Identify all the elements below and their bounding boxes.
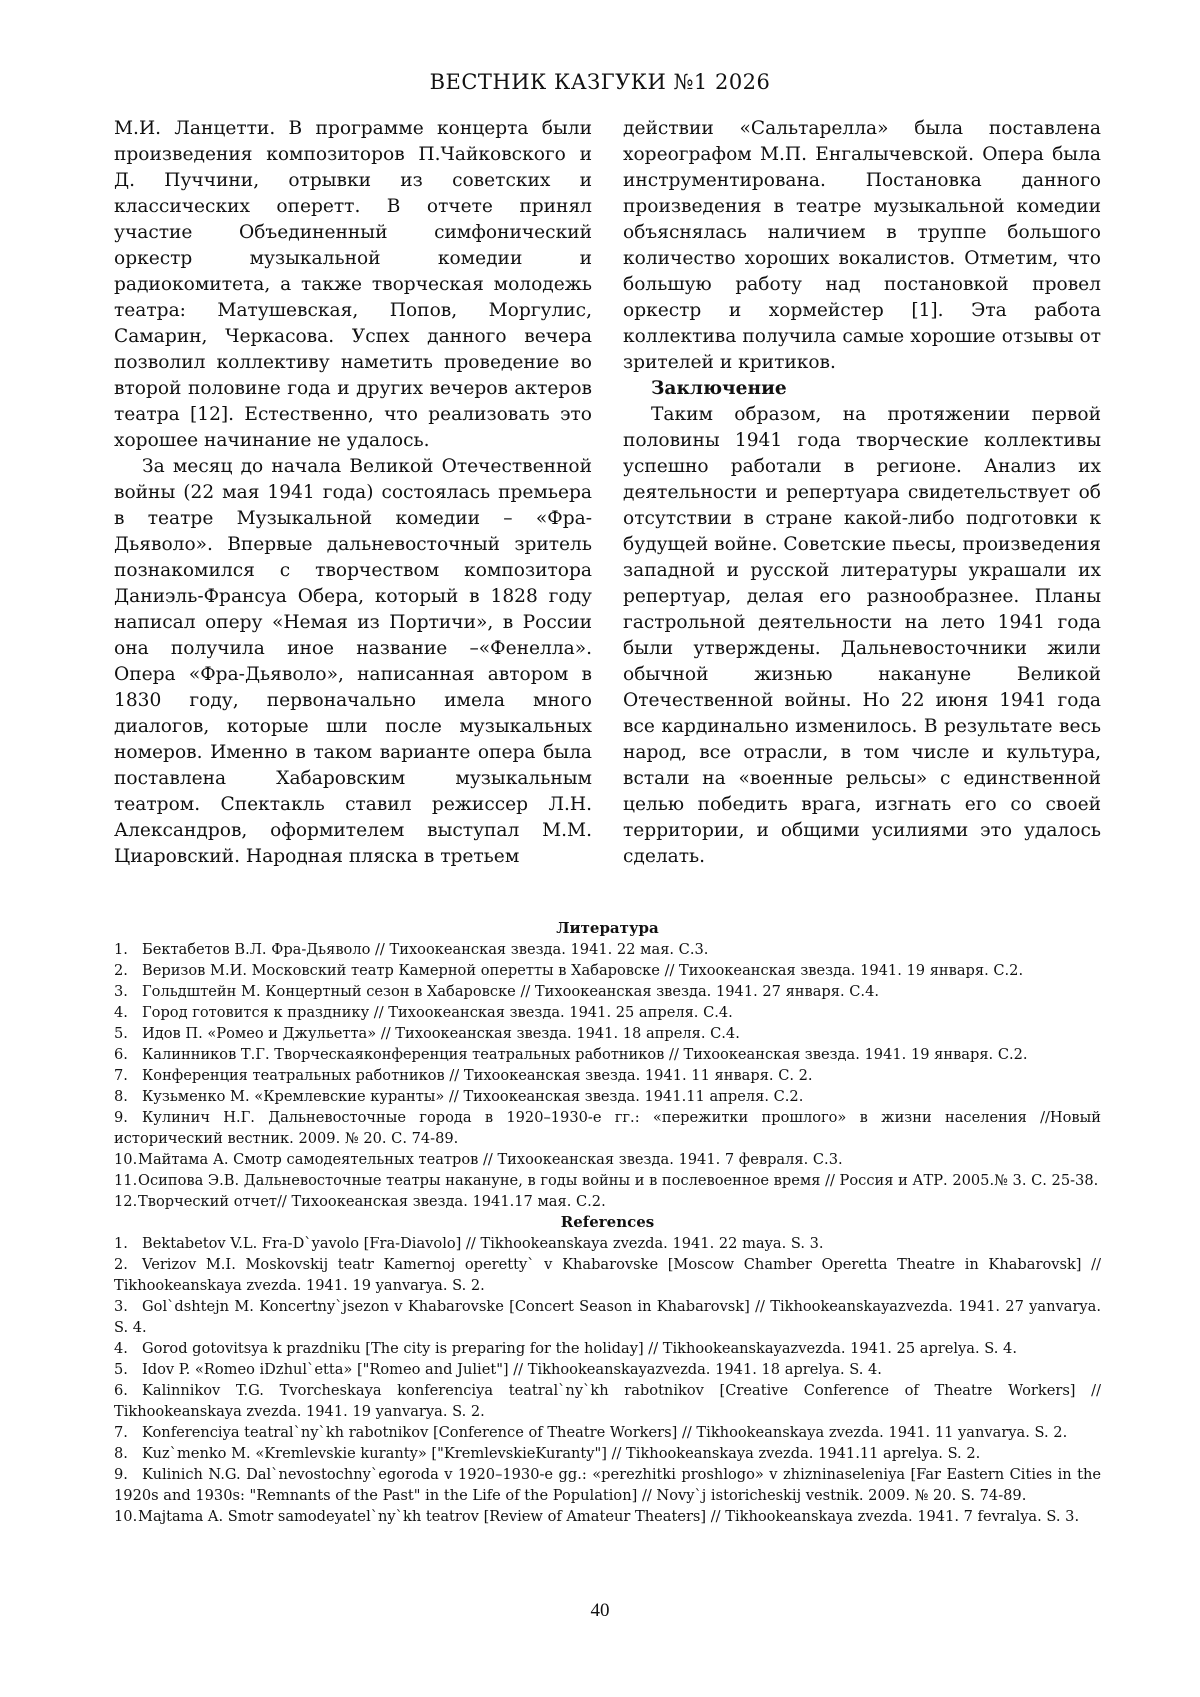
reference-text: Verizov M.I. Moskovskij teatr Kamernoj operetty` v Khabarovske [Moscow Chamber Operetta Theatre in Khabarovsk] // Tikhookeanskaya zvezda. 1941. 19 yanvarya. S. 2. (114, 1256, 1101, 1294)
references-list (114, 1233, 1101, 1527)
reference-text: Кулинич Н.Г. Дальневосточные города в 1920–1930-е гг.: «пережитки прошлого» в жизни населения //Новый исторический вестник. 2009. № 20. С. 74-89. (114, 1109, 1101, 1147)
bibliography (114, 918, 1101, 1527)
reference-item (114, 1254, 1101, 1296)
right-column (623, 116, 1101, 906)
reference-item (114, 1443, 1101, 1464)
reference-number: 6. (114, 1046, 128, 1063)
body-columns (114, 116, 1101, 906)
section-heading: Заключение (651, 378, 787, 399)
reference-text: Gorod gotovitsya k prazdniku [The city is preparing for the holiday] // Tikhookeanskayazvezda. 1941. 25 aprelya. S. 4. (142, 1340, 1017, 1357)
reference-item (114, 1065, 1101, 1086)
reference-text: Калинников Т.Г. Творческаяконференция театральных работников // Тихоокеанская звезда. 1941. 19 января. С.2. (142, 1046, 1028, 1063)
reference-item (114, 1191, 1101, 1212)
reference-text: Веризов М.И. Московский театр Камерной оперетты в Хабаровске // Тихоокеанская звезда. 1941. 19 января. С.2. (142, 962, 1024, 979)
literature-list (114, 939, 1101, 1212)
paragraph: М.И. Ланцетти. В программе концерта были произведения композиторов П.Чайковского и Д. Пуччини, отрывки из советских и классических оперетт. В отчете принял участие Объединенный симфонический оркестр музыкальной комедии и радиокомитета, а также творческая молодежь театра: Матушевская, Попов, Моргулис, Самарин, Черкасова. Успех данного вечера позволил коллективу наметить проведение во второй половине года и других вечеров актеров театра [12]. Естественно, что реализовать это хорошее начинание не удалось. (114, 118, 592, 451)
reference-item (114, 1023, 1101, 1044)
reference-item (114, 1233, 1101, 1254)
reference-item (114, 1107, 1101, 1149)
paragraph: действии «Сальтарелла» была поставлена хореографом М.П. Енгалычевской. Опера была инструментирована. Постановка данного произведения в театре музыкальной комедии объяснялась наличием в труппе большого количество хороших вокалистов. Отметим, что большую работу над постановкой провел оркестр и хормейстер [1]. Эта работа коллектива получила самые хорошие отзывы от зрителей и критиков. (623, 118, 1101, 373)
reference-item (114, 1422, 1101, 1443)
reference-item (114, 1086, 1101, 1107)
reference-text: Idov P. «Romeo iDzhul`etta» ["Romeo and Juliet"] // Tikhookeanskayazvezda. 1941. 18 aprelya. S. 4. (142, 1361, 882, 1378)
reference-item (114, 1002, 1101, 1023)
reference-number: 12. (114, 1193, 138, 1210)
reference-item (114, 960, 1101, 981)
reference-number: 2. (114, 962, 128, 979)
reference-number: 7. (114, 1067, 128, 1084)
reference-number: 4. (114, 1340, 128, 1357)
reference-number: 5. (114, 1361, 128, 1378)
reference-number: 1. (114, 1235, 128, 1252)
reference-number: 11. (114, 1172, 138, 1189)
reference-number: 10. (114, 1508, 138, 1525)
reference-text: Gol`dshtejn M. Koncertny`jsezon v Khabarovske [Concert Season in Khabarovsk] // Tikhookeanskayazvezda. 1941. 27 yanvarya. S. 4. (114, 1298, 1101, 1336)
reference-item (114, 1359, 1101, 1380)
reference-number: 4. (114, 1004, 128, 1021)
reference-text: Конференция театральных работников // Тихоокеанская звезда. 1941. 11 января. С. 2. (142, 1067, 813, 1084)
paragraph: За месяц до начала Великой Отечественной войны (22 мая 1941 года) состоялась премьера в театре Музыкальной комедии – «Фра-Дьяволо». Впервые дальневосточный зритель познакомился с творчеством композитора Даниэль-Франсуа Обера, который в 1828 году написал оперу «Немая из Портичи», в России она получила иное название –«Фенелла». Опера «Фра-Дьяволо», написанная автором в 1830 году, первоначально имела много диалогов, которые шли после музыкальных номеров. Именно в таком варианте опера была поставлена Хабаровским музыкальным театром. Спектакль ставил режиссер Л.Н. Александров, оформителем выступал М.М. Циаровский. Народная пляска в третьем (114, 456, 592, 867)
reference-number: 7. (114, 1424, 128, 1441)
reference-text: Majtama A. Smotr samodeyatel`ny`kh teatrov [Review of Amateur Theaters] // Tikhookeanskaya zvezda. 1941. 7 fevralya. S. 3. (138, 1508, 1080, 1525)
reference-text: Майтама А. Смотр самодеятельных театров // Тихоокеанская звезда. 1941. 7 февраля. С.3. (138, 1151, 843, 1168)
reference-text: Konferenciya teatral`ny`kh rabotnikov [Conference of Theatre Workers] // Tikhookeanskaya zvezda. 1941. 11 yanvarya. S. 2. (142, 1424, 1068, 1441)
reference-number: 6. (114, 1382, 128, 1399)
reference-number: 8. (114, 1088, 128, 1105)
reference-text: Гольдштейн М. Концертный сезон в Хабаровске // Тихоокеанская звезда. 1941. 27 января. С.4. (142, 983, 879, 1000)
reference-text: Bektabetov V.L. Fra-D`yavolo [Fra-Diavolo] // Tikhookeanskaya zvezda. 1941. 22 maya. S. 3. (142, 1235, 824, 1252)
reference-item (114, 1170, 1101, 1191)
reference-text: Город готовится к празднику // Тихоокеанская звезда. 1941. 25 апреля. С.4. (142, 1004, 733, 1021)
reference-number: 3. (114, 983, 128, 1000)
reference-text: Осипова Э.В. Дальневосточные театры накануне, в годы войны и в послевоенное время // Россия и АТР. 2005.№ 3. С. 25-38. (138, 1172, 1099, 1189)
reference-number: 1. (114, 941, 128, 958)
reference-text: Кузьменко М. «Кремлевские куранты» // Тихоокеанская звезда. 1941.11 апреля. С.2. (142, 1088, 804, 1105)
left-column (114, 116, 592, 906)
literature-title: Литература (556, 919, 659, 937)
reference-text: Бектабетов В.Л. Фра-Дьяволо // Тихоокеанская звезда. 1941. 22 мая. С.3. (142, 941, 709, 958)
reference-item (114, 1506, 1101, 1527)
paragraph: Таким образом, на протяжении первой половины 1941 года творческие коллективы успешно работали в регионе. Анализ их деятельности и репертуара свидетельствует об отсутствии в стране какой-либо подготовки к будущей войне. Советские пьесы, произведения западной и русской литературы украшали их репертуар, делая его разнообразнее. Планы гастрольной деятельности на лето 1941 года были утверждены. Дальневосточники жили обычной жизнью накануне Великой Отечественной войны. Но 22 июня 1941 года все кардинально изменилось. В результате весь народ, все отрасли, в том числе и культура, встали на «военные рельсы» с единственной целью победить врага, изгнать его со своей территории, и общими усилиями это удалось сделать. (623, 404, 1101, 867)
reference-item (114, 1464, 1101, 1506)
page-number: 40 (590, 1600, 610, 1621)
reference-item (114, 1380, 1101, 1422)
reference-number: 5. (114, 1025, 128, 1042)
journal-header: ВЕСТНИК КАЗГУКИ №1 2026 (429, 70, 771, 94)
reference-number: 10. (114, 1151, 138, 1168)
reference-item (114, 1149, 1101, 1170)
reference-number: 2. (114, 1256, 128, 1273)
reference-item (114, 981, 1101, 1002)
reference-text: Kalinnikov T.G. Tvorcheskaya konferenciya teatral`ny`kh rabotnikov [Creative Conference of Theatre Workers] // Tikhookeanskaya zvezda. 1941. 19 yanvarya. S. 2. (114, 1382, 1101, 1420)
reference-item (114, 939, 1101, 960)
reference-item (114, 1044, 1101, 1065)
reference-number: 9. (114, 1466, 128, 1483)
reference-number: 9. (114, 1109, 128, 1126)
reference-text: Идов П. «Ромео и Джульетта» // Тихоокеанская звезда. 1941. 18 апреля. С.4. (142, 1025, 740, 1042)
reference-item (114, 1338, 1101, 1359)
references-title: References (560, 1213, 655, 1231)
reference-text: Kulinich N.G. Dal`nevostochny`egoroda v 1920–1930-e gg.: «perezhitki proshlogo» v zhizninaseleniya [Far Eastern Cities in the 1920s and 1930s: "Remnants of the Past" in the Life of the Population] // Novy`j istoricheskij vestnik. 2009. № 20. S. 74-89. (114, 1466, 1101, 1504)
reference-text: Kuz`menko M. «Kremlevskie kuranty» ["KremlevskieKuranty"] // Tikhookeanskaya zvezda. 1941.11 aprelya. S. 2. (142, 1445, 981, 1462)
reference-item (114, 1296, 1101, 1338)
reference-number: 8. (114, 1445, 128, 1462)
reference-text: Творческий отчет// Тихоокеанская звезда. 1941.17 мая. С.2. (138, 1193, 606, 1210)
reference-number: 3. (114, 1298, 128, 1315)
